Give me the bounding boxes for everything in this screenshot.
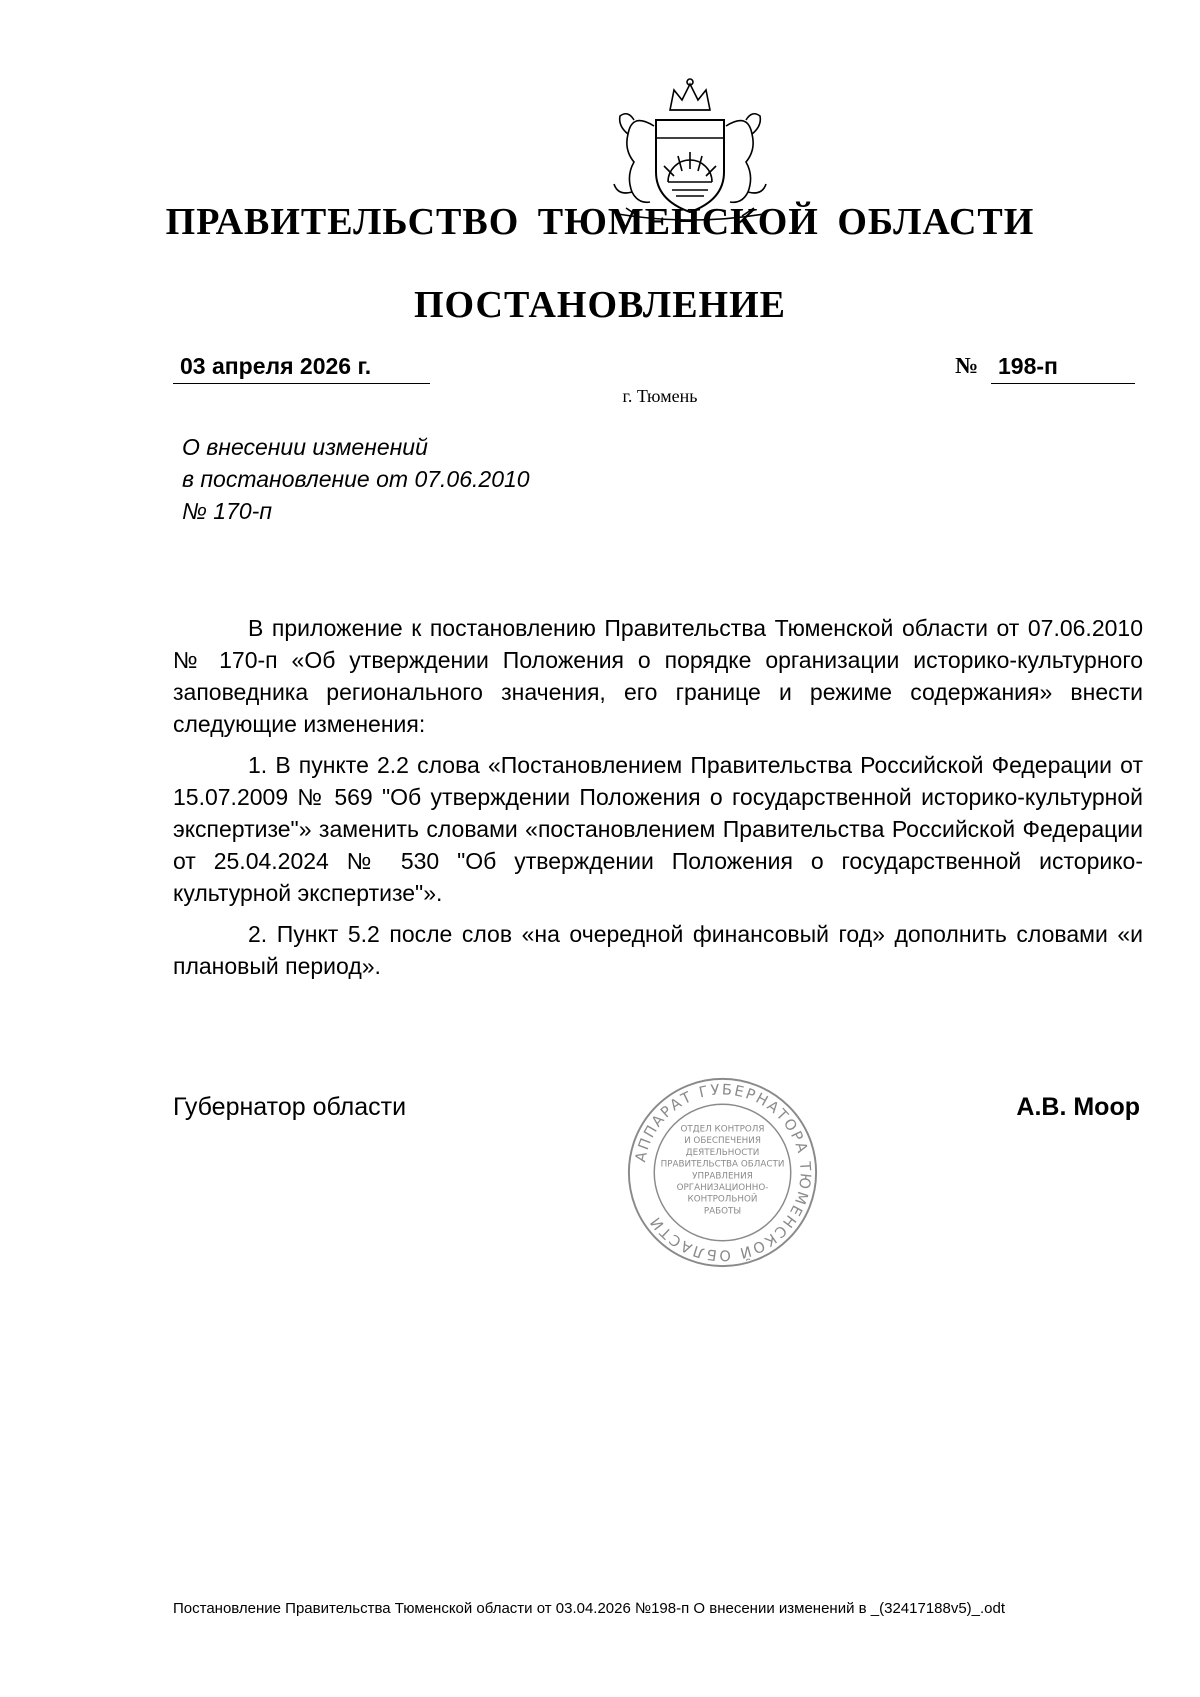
body-paragraph: В приложение к постановлению Правительства Тюменской области от 07.06.2010 № 170-п «Об утверждении Положения о порядке организации историко-культурного заповедника регионального значения, его границе и режиме содержания» внести следующие изменения: [173, 615, 1143, 737]
document-subject [182, 431, 530, 527]
document-type-title: ПОСТАНОВЛЕНИЕ [413, 284, 787, 326]
stamp-inner-line: И ОБЕСПЕЧЕНИЯ [684, 1136, 761, 1147]
stamp-inner-line: РАБОТЫ [703, 1206, 742, 1217]
official-stamp [625, 1075, 820, 1270]
stamp-inner-line: ОРГАНИЗАЦИОННО- [676, 1183, 769, 1194]
document-number: 198-п [998, 353, 1058, 379]
stamp-inner-line: КОНТРОЛЬНОЙ [687, 1194, 758, 1205]
document-footer: Постановление Правительства Тюменской области от 03.04.2026 №198-п О внесении изменений в _(32417188v5)_.odt [173, 1600, 1006, 1617]
subject-line: в постановление от 07.06.2010 [182, 466, 530, 492]
stamp-inner-line: УПРАВЛЕНИЯ [692, 1171, 753, 1182]
number-line [991, 353, 1135, 384]
number-field [955, 353, 1135, 383]
subject-line: № 170-п [182, 498, 272, 524]
stamp-outer-text: АППАРАТ ГУБЕРНАТОРА ТЮМЕНСКОЙ ОБЛАСТИ [632, 1081, 814, 1264]
body-paragraph: 2. Пункт 5.2 после слов «на очередной финансовый год» дополнить словами «и плановый период». [173, 921, 1143, 979]
stamp-inner-line: ДЕЯТЕЛЬНОСТИ [685, 1147, 760, 1158]
number-sign: № [955, 353, 979, 378]
document-body [173, 612, 1143, 991]
signatory-name: А.В. Моор [1016, 1093, 1140, 1121]
stamp-inner-line: ПРАВИТЕЛЬСТВА ОБЛАСТИ [660, 1159, 785, 1170]
subject-line: О внесении изменений [182, 434, 428, 460]
stamp-inner-line: ОТДЕЛ КОНТРОЛЯ [680, 1124, 765, 1135]
document-city: г. Тюмень [622, 386, 698, 406]
body-paragraph: 1. В пункте 2.2 слова «Постановлением Правительства Российской Федерации от 15.07.2009 № 569 "Об утверждении Положения о государственной историко-культурной экспертизе"» заменить словами «постановлением Правительства Российской Федерации от 25.04.2024 № 530 "Об утверждении Положения о государственной историко-культурной экспертизе"». [173, 752, 1143, 906]
signatory-position: Губернатор области [173, 1093, 407, 1121]
date-field [173, 353, 430, 384]
document-date: 03 апреля 2026 г. [180, 353, 372, 379]
organization-title: ПРАВИТЕЛЬСТВО ТЮМЕНСКОЙ ОБЛАСТИ [165, 201, 1035, 243]
